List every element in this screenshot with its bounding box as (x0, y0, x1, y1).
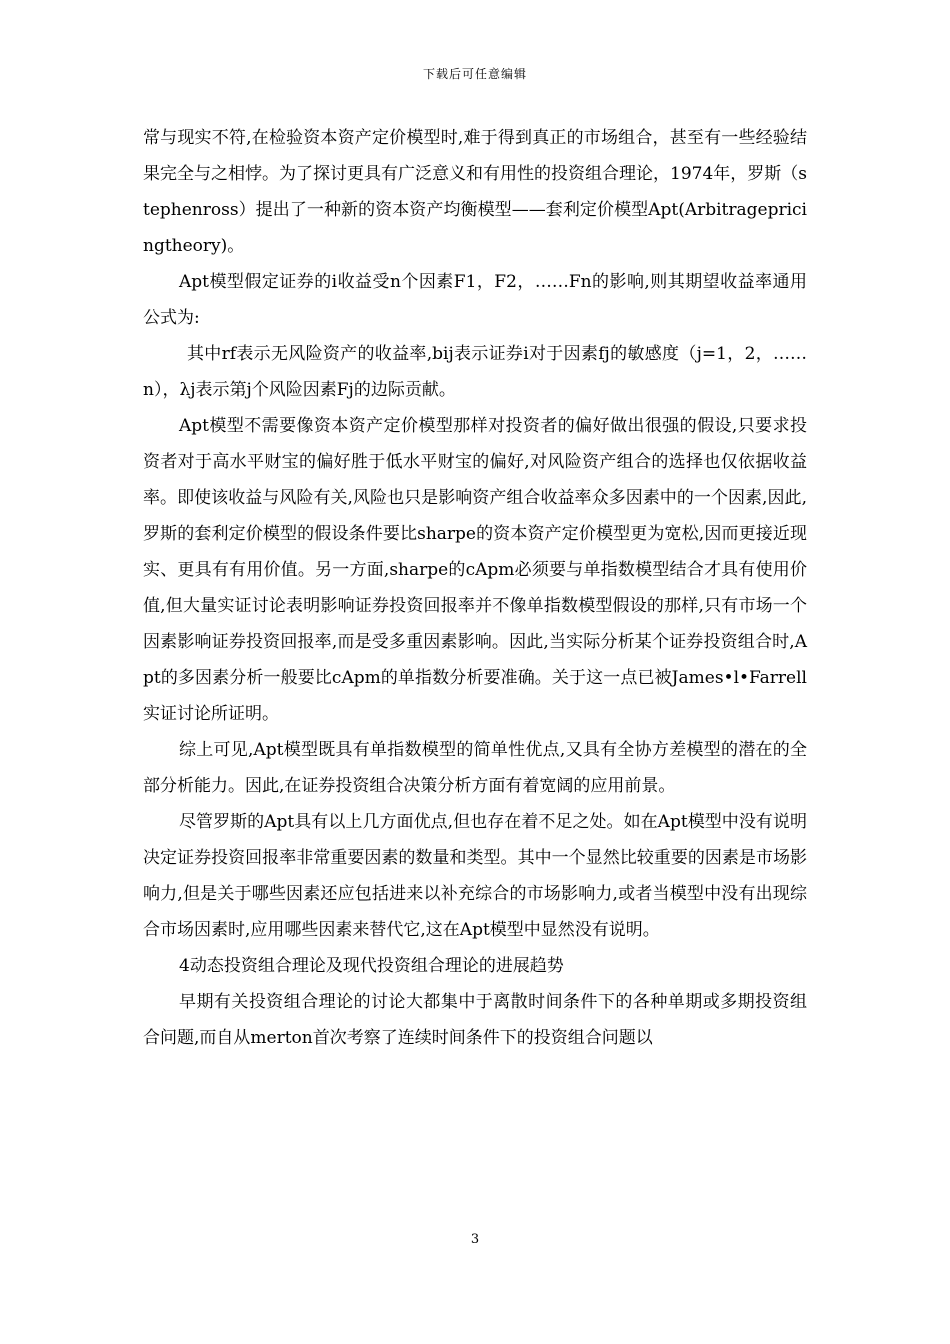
paragraph-apt-assumption: Apt模型假定证券的i收益受n个因素F1，F2，……Fn的影响,则其期望收益率通用公式为: (143, 272, 807, 328)
page-header: 下载后可任意编辑 (422, 67, 527, 81)
paragraph-dynamic-portfolio: 早期有关投资组合理论的讨论大都集中于离散时间条件下的各种单期或多期投资组合问题,而自从merton首次考察了连续时间条件下的投资组合问题以 (143, 992, 807, 1048)
document-body (143, 120, 807, 1056)
paragraph-apt-limitations: 尽管罗斯的Apt具有以上几方面优点,但也存在着不足之处。如在Apt模型中没有说明决定证券投资回报率非常重要因素的数量和类型。其中一个显然比较重要的因素是市场影响力,但是关于哪些因素还应包括进来以补充综合的市场影响力,或者当模型中没有出现综合市场因素时,应用哪些因素来替代它,这在Apt模型中显然没有说明。 (143, 812, 807, 940)
paragraph-apt-summary: 综上可见,Apt模型既具有单指数模型的简单性优点,又具有全协方差模型的潜在的全部分析能力。因此,在证券投资组合决策分析方面有着宽阔的应用前景。 (143, 740, 807, 796)
page-number: 3 (470, 1232, 480, 1247)
section-heading: 4动态投资组合理论及现代投资组合理论的进展趋势 (179, 956, 564, 976)
paragraph-formula-explanation: 其中rf表示无风险资产的收益率,bij表示证券i对于因素fj的敏感度（j=1，2，……n），λj表示第j个风险因素Fj的边际贡献。 (143, 344, 807, 400)
paragraph-apt-comparison: Apt模型不需要像资本资产定价模型那样对投资者的偏好做出很强的假设,只要求投资者对于高水平财宝的偏好胜于低水平财宝的偏好,对风险资产组合的选择也仅依据收益率。即使该收益与风险有关,风险也只是影响资产组合收益率众多因素中的一个因素,因此,罗斯的套利定价模型的假设条件要比sharpe的资本资产定价模型更为宽松,因而更接近现实、更具有有用价值。另一方面,sharpe的cApm必须要与单指数模型结合才具有使用价值,但大量实证讨论表明影响证券投资回报率并不像单指数模型假设的那样,只有市场一个因素影响证券投资回报率,而是受多重因素影响。因此,当实际分析某个证券投资组合时,Apt的多因素分析一般要比cApm的单指数分析要准确。关于这一点已被James•l•Farrell实证讨论所证明。 (143, 416, 807, 724)
paragraph-continuation: 常与现实不符,在检验资本资产定价模型时,难于得到真正的市场组合，甚至有一些经验结果完全与之相悖。为了探讨更具有广泛意义和有用性的投资组合理论，1974年，罗斯（stephenross）提出了一种新的资本资产均衡模型——套利定价模型Apt(Arbitragepricingtheory)。 (143, 128, 807, 256)
